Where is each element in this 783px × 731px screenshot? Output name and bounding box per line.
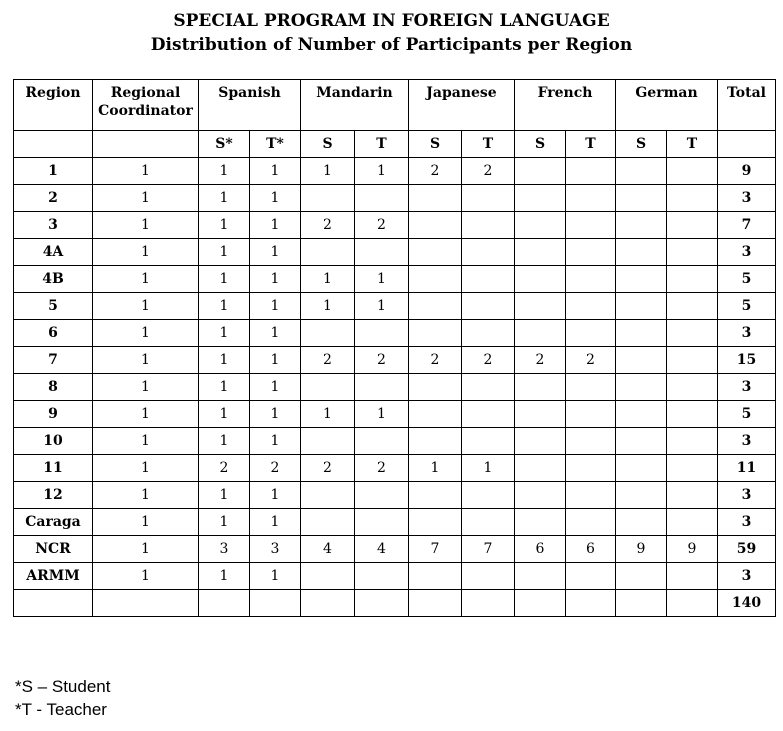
table-row — [14, 455, 776, 482]
value-cell — [566, 239, 616, 266]
empty-cell — [566, 590, 616, 617]
value-cell — [409, 239, 462, 266]
grand-total-cell: 140 — [718, 590, 776, 617]
table-row — [14, 347, 776, 374]
value-cell: 1 — [199, 293, 250, 320]
value-cell: 1 — [199, 374, 250, 401]
value-cell: 1 — [250, 482, 301, 509]
value-cell — [566, 455, 616, 482]
value-cell: 1 — [250, 428, 301, 455]
table-row — [14, 239, 776, 266]
table-row — [14, 185, 776, 212]
value-cell: 2 — [355, 212, 409, 239]
value-cell — [616, 374, 667, 401]
value-cell — [301, 374, 355, 401]
coordinator-cell: 1 — [93, 536, 199, 563]
subheader-cell: T* — [250, 131, 301, 158]
value-cell — [301, 320, 355, 347]
value-cell: 1 — [250, 401, 301, 428]
value-cell — [667, 455, 718, 482]
value-cell — [566, 212, 616, 239]
header-coordinator: Regional Coordinator — [93, 80, 199, 131]
coordinator-cell: 1 — [93, 428, 199, 455]
value-cell — [566, 482, 616, 509]
value-cell — [616, 401, 667, 428]
value-cell — [355, 374, 409, 401]
value-cell — [515, 320, 566, 347]
value-cell — [515, 239, 566, 266]
value-cell: 1 — [250, 266, 301, 293]
total-cell: 5 — [718, 401, 776, 428]
value-cell: 1 — [250, 293, 301, 320]
value-cell — [301, 563, 355, 590]
empty-cell — [355, 590, 409, 617]
empty-cell — [409, 590, 462, 617]
table-row — [14, 158, 776, 185]
coordinator-cell: 1 — [93, 563, 199, 590]
value-cell — [616, 293, 667, 320]
value-cell — [462, 185, 515, 212]
value-cell — [515, 509, 566, 536]
coordinator-cell: 1 — [93, 482, 199, 509]
value-cell — [566, 293, 616, 320]
coordinator-cell: 1 — [93, 374, 199, 401]
empty-cell — [14, 590, 93, 617]
table-row — [14, 212, 776, 239]
value-cell — [616, 428, 667, 455]
region-cell: 4B — [14, 266, 93, 293]
value-cell: 2 — [515, 347, 566, 374]
value-cell — [462, 293, 515, 320]
value-cell — [301, 428, 355, 455]
value-cell: 1 — [199, 212, 250, 239]
value-cell — [616, 509, 667, 536]
value-cell — [515, 374, 566, 401]
value-cell — [515, 428, 566, 455]
region-cell: NCR — [14, 536, 93, 563]
value-cell — [667, 482, 718, 509]
value-cell — [667, 428, 718, 455]
value-cell — [515, 401, 566, 428]
value-cell — [409, 293, 462, 320]
value-cell — [462, 563, 515, 590]
region-cell: 1 — [14, 158, 93, 185]
value-cell: 2 — [566, 347, 616, 374]
region-cell: 10 — [14, 428, 93, 455]
value-cell — [616, 347, 667, 374]
total-cell: 3 — [718, 374, 776, 401]
header-japanese: Japanese — [409, 80, 515, 131]
value-cell — [566, 320, 616, 347]
value-cell — [409, 212, 462, 239]
header-mandarin: Mandarin — [301, 80, 409, 131]
value-cell: 1 — [250, 320, 301, 347]
value-cell: 1 — [199, 266, 250, 293]
region-cell: 4A — [14, 239, 93, 266]
value-cell — [409, 482, 462, 509]
value-cell: 6 — [515, 536, 566, 563]
region-cell: Caraga — [14, 509, 93, 536]
value-cell — [301, 482, 355, 509]
coordinator-cell: 1 — [93, 509, 199, 536]
value-cell — [667, 293, 718, 320]
value-cell: 1 — [250, 563, 301, 590]
value-cell — [409, 509, 462, 536]
subheader-cell: S — [301, 131, 355, 158]
total-cell: 3 — [718, 482, 776, 509]
value-cell — [616, 266, 667, 293]
value-cell: 1 — [301, 158, 355, 185]
value-cell: 1 — [250, 347, 301, 374]
subheader-cell: T — [667, 131, 718, 158]
legend-teacher: *T - Teacher — [15, 700, 107, 719]
value-cell: 2 — [301, 212, 355, 239]
header-total: Total — [718, 80, 776, 131]
coordinator-cell: 1 — [93, 185, 199, 212]
value-cell — [515, 482, 566, 509]
value-cell — [355, 239, 409, 266]
empty-cell — [667, 590, 718, 617]
value-cell — [301, 185, 355, 212]
header-row — [14, 80, 776, 131]
value-cell: 2 — [462, 158, 515, 185]
value-cell — [667, 401, 718, 428]
value-cell — [515, 158, 566, 185]
table-row — [14, 509, 776, 536]
subheader-row — [14, 131, 776, 158]
value-cell — [409, 401, 462, 428]
subheader-empty — [14, 131, 93, 158]
coordinator-cell: 1 — [93, 320, 199, 347]
total-cell: 11 — [718, 455, 776, 482]
value-cell — [616, 455, 667, 482]
value-cell: 1 — [250, 374, 301, 401]
total-cell: 3 — [718, 563, 776, 590]
table-row — [14, 563, 776, 590]
empty-cell — [462, 590, 515, 617]
value-cell — [462, 374, 515, 401]
value-cell — [667, 239, 718, 266]
value-cell: 1 — [199, 239, 250, 266]
total-cell: 15 — [718, 347, 776, 374]
total-cell: 3 — [718, 239, 776, 266]
subheader-empty — [718, 131, 776, 158]
value-cell — [616, 212, 667, 239]
value-cell: 1 — [250, 185, 301, 212]
value-cell: 1 — [355, 158, 409, 185]
value-cell — [566, 401, 616, 428]
total-cell: 3 — [718, 428, 776, 455]
value-cell: 9 — [667, 536, 718, 563]
value-cell: 1 — [355, 401, 409, 428]
value-cell: 1 — [199, 158, 250, 185]
value-cell — [667, 185, 718, 212]
value-cell: 2 — [355, 347, 409, 374]
subheader-cell: S — [515, 131, 566, 158]
value-cell: 1 — [199, 320, 250, 347]
value-cell — [566, 563, 616, 590]
value-cell: 7 — [462, 536, 515, 563]
empty-cell — [616, 590, 667, 617]
header-french: French — [515, 80, 616, 131]
value-cell: 1 — [250, 239, 301, 266]
value-cell — [616, 320, 667, 347]
value-cell: 1 — [199, 185, 250, 212]
value-cell: 1 — [199, 428, 250, 455]
value-cell: 1 — [462, 455, 515, 482]
header-german: German — [616, 80, 718, 131]
value-cell — [355, 428, 409, 455]
empty-cell — [199, 590, 250, 617]
value-cell — [566, 158, 616, 185]
value-cell — [355, 482, 409, 509]
value-cell — [462, 212, 515, 239]
region-cell: 5 — [14, 293, 93, 320]
value-cell: 2 — [199, 455, 250, 482]
table-row — [14, 428, 776, 455]
value-cell: 1 — [355, 293, 409, 320]
value-cell — [515, 455, 566, 482]
value-cell: 1 — [199, 509, 250, 536]
total-cell: 7 — [718, 212, 776, 239]
value-cell — [515, 563, 566, 590]
value-cell — [616, 239, 667, 266]
region-cell: 7 — [14, 347, 93, 374]
value-cell: 1 — [250, 509, 301, 536]
value-cell — [566, 374, 616, 401]
value-cell — [667, 212, 718, 239]
document-title: SPECIAL PROGRAM IN FOREIGN LANGUAGE — [173, 11, 610, 31]
value-cell — [667, 374, 718, 401]
empty-cell — [250, 590, 301, 617]
value-cell — [409, 563, 462, 590]
coordinator-cell: 1 — [93, 455, 199, 482]
value-cell: 2 — [301, 455, 355, 482]
value-cell — [667, 347, 718, 374]
total-cell: 3 — [718, 320, 776, 347]
region-cell: 3 — [14, 212, 93, 239]
empty-cell — [93, 590, 199, 617]
total-cell: 3 — [718, 185, 776, 212]
value-cell: 9 — [616, 536, 667, 563]
value-cell: 7 — [409, 536, 462, 563]
value-cell: 1 — [199, 482, 250, 509]
coordinator-cell: 1 — [93, 212, 199, 239]
coordinator-cell: 1 — [93, 266, 199, 293]
value-cell: 1 — [250, 158, 301, 185]
subheader-cell: T — [355, 131, 409, 158]
empty-cell — [515, 590, 566, 617]
value-cell — [301, 509, 355, 536]
value-cell: 1 — [409, 455, 462, 482]
value-cell — [566, 266, 616, 293]
value-cell: 1 — [250, 212, 301, 239]
table-row — [14, 266, 776, 293]
header-spanish: Spanish — [199, 80, 301, 131]
value-cell — [462, 428, 515, 455]
total-cell: 59 — [718, 536, 776, 563]
table-row — [14, 320, 776, 347]
value-cell: 1 — [355, 266, 409, 293]
total-cell: 5 — [718, 293, 776, 320]
value-cell: 3 — [250, 536, 301, 563]
value-cell — [616, 563, 667, 590]
value-cell — [409, 266, 462, 293]
subheader-cell: T — [462, 131, 515, 158]
value-cell: 1 — [199, 401, 250, 428]
region-cell: 6 — [14, 320, 93, 347]
value-cell: 1 — [301, 266, 355, 293]
region-cell: 8 — [14, 374, 93, 401]
value-cell — [616, 158, 667, 185]
coordinator-cell: 1 — [93, 347, 199, 374]
coordinator-cell: 1 — [93, 158, 199, 185]
legend-student: *S – Student — [15, 677, 111, 696]
value-cell — [515, 266, 566, 293]
value-cell — [462, 482, 515, 509]
value-cell: 2 — [409, 347, 462, 374]
value-cell — [667, 158, 718, 185]
value-cell: 2 — [250, 455, 301, 482]
value-cell: 4 — [301, 536, 355, 563]
value-cell — [409, 320, 462, 347]
subheader-cell: S* — [199, 131, 250, 158]
region-cell: 9 — [14, 401, 93, 428]
coordinator-cell: 1 — [93, 401, 199, 428]
total-cell: 9 — [718, 158, 776, 185]
value-cell — [355, 509, 409, 536]
coordinator-cell: 1 — [93, 239, 199, 266]
value-cell: 1 — [301, 401, 355, 428]
table-row — [14, 401, 776, 428]
coordinator-cell: 1 — [93, 293, 199, 320]
value-cell: 4 — [355, 536, 409, 563]
value-cell: 2 — [355, 455, 409, 482]
document-subtitle: Distribution of Number of Participants per Region — [150, 35, 633, 55]
total-cell: 3 — [718, 509, 776, 536]
region-cell: 2 — [14, 185, 93, 212]
region-cell: 12 — [14, 482, 93, 509]
value-cell: 1 — [199, 347, 250, 374]
value-cell — [462, 266, 515, 293]
participants-table — [13, 79, 776, 617]
value-cell — [462, 239, 515, 266]
value-cell — [515, 185, 566, 212]
total-cell: 5 — [718, 266, 776, 293]
table-row — [14, 293, 776, 320]
empty-cell — [301, 590, 355, 617]
value-cell — [355, 563, 409, 590]
grand-total-row — [14, 590, 776, 617]
value-cell: 2 — [409, 158, 462, 185]
header-region: Region — [14, 80, 93, 131]
value-cell — [667, 563, 718, 590]
value-cell — [566, 428, 616, 455]
value-cell — [515, 293, 566, 320]
value-cell: 2 — [462, 347, 515, 374]
value-cell — [667, 266, 718, 293]
subheader-cell: S — [616, 131, 667, 158]
value-cell — [355, 320, 409, 347]
value-cell — [616, 482, 667, 509]
value-cell: 2 — [301, 347, 355, 374]
region-cell: 11 — [14, 455, 93, 482]
value-cell — [409, 185, 462, 212]
value-cell: 6 — [566, 536, 616, 563]
value-cell — [462, 401, 515, 428]
value-cell — [409, 428, 462, 455]
subheader-empty — [93, 131, 199, 158]
value-cell — [462, 320, 515, 347]
value-cell — [566, 185, 616, 212]
value-cell — [616, 185, 667, 212]
value-cell — [409, 374, 462, 401]
value-cell: 1 — [199, 563, 250, 590]
value-cell — [667, 320, 718, 347]
table-row — [14, 482, 776, 509]
value-cell — [462, 509, 515, 536]
value-cell — [301, 239, 355, 266]
value-cell: 3 — [199, 536, 250, 563]
subheader-cell: T — [566, 131, 616, 158]
table-row — [14, 374, 776, 401]
value-cell — [355, 185, 409, 212]
subheader-cell: S — [409, 131, 462, 158]
value-cell — [515, 212, 566, 239]
value-cell: 1 — [301, 293, 355, 320]
value-cell — [667, 509, 718, 536]
value-cell — [566, 509, 616, 536]
table-row — [14, 536, 776, 563]
region-cell: ARMM — [14, 563, 93, 590]
